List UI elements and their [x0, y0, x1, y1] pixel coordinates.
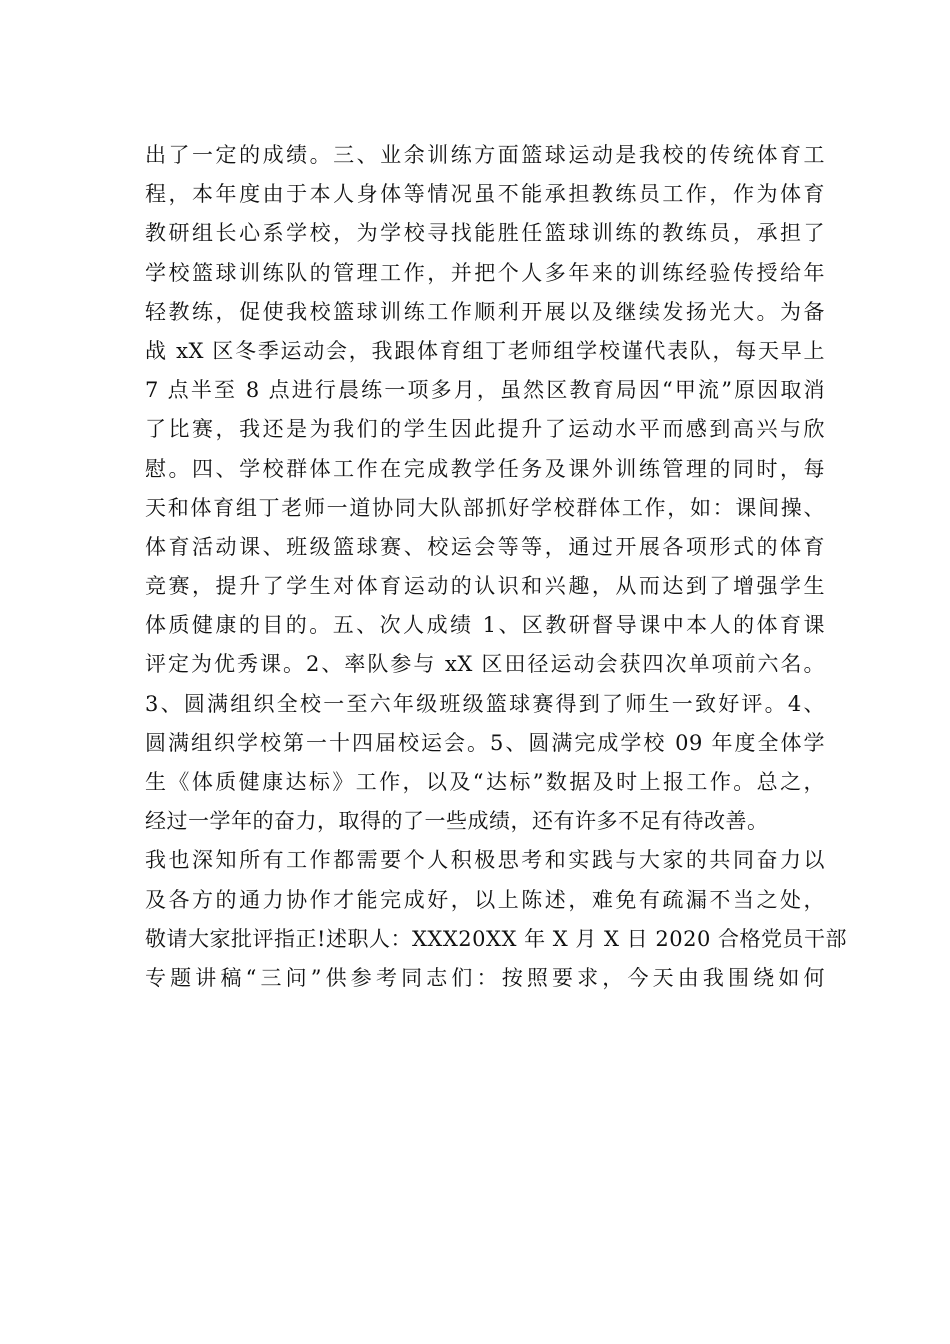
text-line: 7 点半至 8 点进行晨练一项多月，虽然区教育局因“甲流”原因取消: [145, 378, 825, 403]
text-line: 竞赛，提升了学生对体育运动的认识和兴趣，从而达到了增强学生: [145, 574, 825, 599]
text-line: 轻教练，促使我校篮球训练工作顺利开展以及继续发扬光大。为备: [145, 299, 825, 324]
text-line: 生《体质健康达标》工作，以及“达标”数据及时上报工作。总之，: [145, 770, 825, 794]
text-line: 圆满组织学校第一十四届校运会。5、圆满完成学校 09 年度全体学: [145, 730, 825, 755]
text-line: 教研组长心系学校，为学校寻找能胜任篮球训练的教练员，承担了: [145, 221, 825, 246]
text-line: 体育活动课、班级篮球赛、校运会等等，通过开展各项形式的体育: [145, 534, 825, 559]
text-line: 专题讲稿“三问”供参考同志们：按照要求，今天由我围绕如何: [145, 965, 825, 990]
text-line: 了比赛，我还是为我们的学生因此提升了运动水平而感到高兴与欣: [145, 417, 825, 442]
text-line: 评定为优秀课。2、率队参与 xX 区田径运动会获四次单项前六名。: [145, 652, 825, 677]
text-line: 出了一定的成绩。三、业余训练方面篮球运动是我校的传统体育工: [145, 143, 825, 167]
text-line: 敬请大家批评指正!述职人：XXX20XX 年 X 月 X 日 2020 合格党员干部: [145, 926, 847, 951]
body-text: [145, 136, 847, 998]
text-line: 天和体育组丁老师一道协同大队部抓好学校群体工作，如：课间操、: [145, 495, 825, 520]
text-line: 我也深知所有工作都需要个人积极思考和实践与大家的共同奋力以: [145, 848, 825, 873]
text-line: 及各方的通力协作才能完成好，以上陈述，难免有疏漏不当之处，: [145, 887, 825, 912]
text-line: 体质健康的目的。五、次人成绩 1、区教研督导课中本人的体育课: [145, 613, 825, 638]
text-line: 学校篮球训练队的管理工作，并把个人多年来的训练经验传授给年: [145, 260, 825, 285]
text-line: 慰。四、学校群体工作在完成教学任务及课外训练管理的同时，每: [145, 456, 825, 481]
text-line: 程，本年度由于本人身体等情况虽不能承担教练员工作，作为体育: [145, 182, 825, 207]
text-line: 经过一学年的奋力，取得的了一些成绩，还有许多不足有待改善。: [145, 809, 769, 834]
text-line: 战 xX 区冬季运动会，我跟体育组丁老师组学校谨代表队，每天早上: [145, 338, 825, 363]
text-line: 3、圆满组织全校一至六年级班级篮球赛得到了师生一致好评。4、: [145, 691, 825, 716]
